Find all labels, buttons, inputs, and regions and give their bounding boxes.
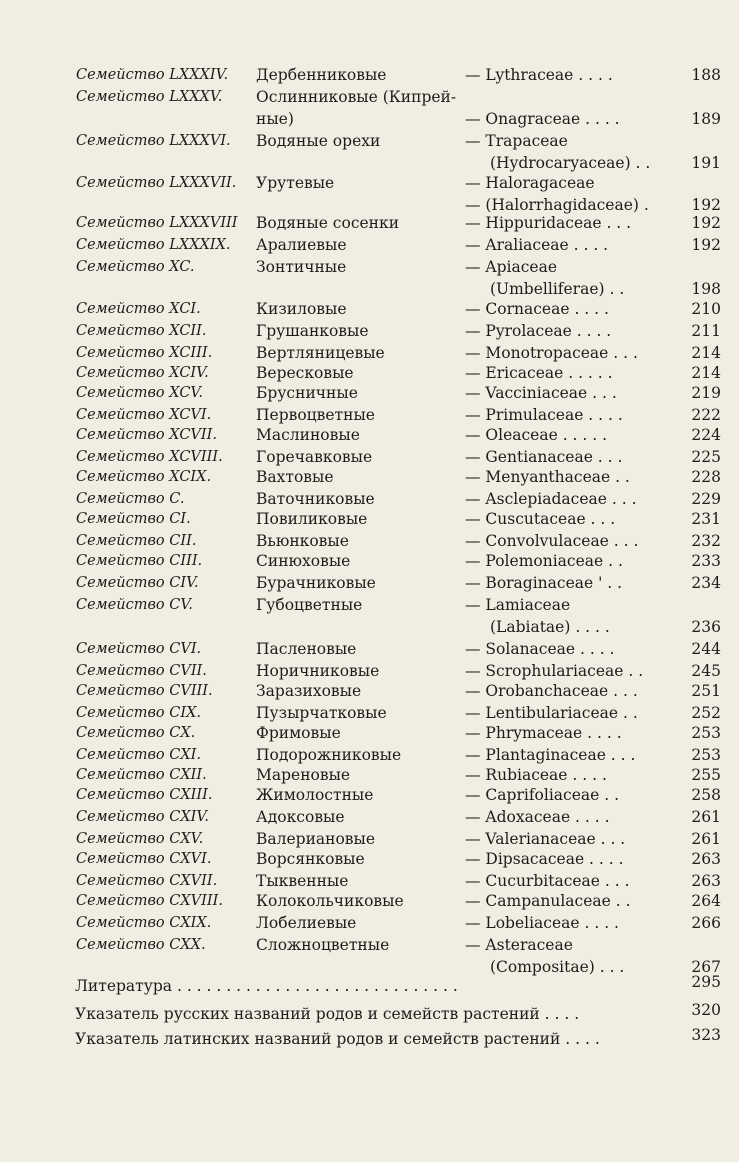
toc-entry — [0, 508, 739, 530]
toc-entry — [0, 912, 739, 934]
toc-section-title: Указатель латинских названий родов и семейств растений . . . . — [75, 1030, 600, 1048]
family-number: Семейство CIV. — [76, 575, 199, 591]
family-number: Семейство CII. — [76, 533, 197, 549]
page-number: 236 — [691, 618, 721, 636]
toc-entry — [0, 488, 739, 510]
family-latin-synonym: (Hydrocaryaceae) . . — [490, 154, 651, 172]
toc-entry — [0, 382, 739, 404]
family-number: Семейство CXIX. — [76, 915, 212, 931]
family-number: Семейство CXVIII. — [76, 893, 223, 909]
toc-entry — [0, 870, 739, 892]
family-latin-name: — Ericaceae . . . . . — [465, 364, 613, 382]
page-number: 224 — [691, 426, 721, 444]
toc-entry — [0, 828, 739, 850]
toc-index-entry — [0, 1003, 739, 1025]
family-russian-name: Грушанковые — [256, 322, 369, 340]
family-number: Семейство LXXXIV. — [76, 67, 229, 83]
family-number: Семейство CX. — [76, 725, 196, 741]
page-number: 198 — [691, 280, 721, 298]
family-latin-name: — Onagraceae . . . . — [465, 110, 620, 128]
family-number: Семейство CXVI. — [76, 851, 212, 867]
toc-entry-continuation — [0, 278, 739, 300]
family-russian-name: Водяные сосенки — [256, 214, 400, 232]
family-latin-name: — Phrymaceae . . . . — [465, 724, 622, 742]
family-russian-name: Вересковые — [256, 364, 354, 382]
toc-entry-continuation — [0, 616, 739, 638]
family-russian-name: Ваточниковые — [256, 490, 375, 508]
page-number: 320 — [691, 1001, 721, 1019]
family-russian-name: Дербенниковые — [256, 66, 387, 84]
toc-entry — [0, 342, 739, 364]
toc-entry — [0, 550, 739, 572]
family-russian-name: Колокольчиковые — [256, 892, 404, 910]
family-latin-name: — Asteraceae — [465, 936, 573, 954]
family-russian-name: Валериановые — [256, 830, 376, 848]
family-latin-synonym: — (Halorrhagidaceae) . — [465, 196, 649, 214]
page-number: 233 — [691, 552, 721, 570]
toc-entry-continuation — [0, 108, 739, 130]
page-number: 225 — [691, 448, 721, 466]
family-number: Семейство CXII. — [76, 767, 207, 783]
page-number: 245 — [691, 662, 721, 680]
family-latin-name: — Lentibulariaceae . . — [465, 704, 638, 722]
family-number: Семейство XCIII. — [76, 345, 213, 361]
page-number: 253 — [691, 746, 721, 764]
toc-entry — [0, 530, 739, 552]
page-number: 261 — [691, 808, 721, 826]
toc-entry — [0, 638, 739, 660]
family-russian-name: Фримовые — [256, 724, 341, 742]
page-number: 258 — [691, 786, 721, 804]
toc-entry — [0, 466, 739, 488]
family-number: Семейство XCIX. — [76, 469, 212, 485]
page-number: 189 — [691, 110, 721, 128]
family-number: Семейство C. — [76, 491, 185, 507]
family-latin-name: — Apiaceae — [465, 258, 558, 276]
page-number: 267 — [691, 958, 721, 976]
family-number: Семейство XCI. — [76, 301, 201, 317]
family-russian-name: Вахтовые — [256, 468, 334, 486]
family-number: Семейство CI. — [76, 511, 191, 527]
family-number: Семейство LXXXV. — [76, 89, 223, 105]
family-russian-name: Сложноцветные — [256, 936, 390, 954]
page-number: 295 — [691, 973, 721, 991]
family-latin-name: — Hippuridaceae . . . — [465, 214, 632, 232]
family-number: Семейство CVII. — [76, 663, 207, 679]
page-number: 244 — [691, 640, 721, 658]
page-number: 211 — [691, 322, 721, 340]
family-russian-name: Мареновые — [256, 766, 351, 784]
family-latin-name: — Rubiaceae . . . . — [465, 766, 607, 784]
family-latin-name: — Araliaceae . . . . — [465, 236, 609, 254]
page-number: 191 — [691, 154, 721, 172]
family-latin-name: — Cuscutaceae . . . — [465, 510, 616, 528]
toc-entry — [0, 362, 739, 384]
page-number: 222 — [691, 406, 721, 424]
family-number: Семейство CVIII. — [76, 683, 213, 699]
family-number: Семейство XCV. — [76, 385, 203, 401]
family-number: Семейство LXXXVI. — [76, 133, 231, 149]
toc-entry — [0, 848, 739, 870]
page-number: 261 — [691, 830, 721, 848]
page-number: 214 — [691, 344, 721, 362]
toc-entry — [0, 298, 739, 320]
family-number: Семейство CV. — [76, 597, 193, 613]
family-latin-name: — Polemoniaceae . . — [465, 552, 623, 570]
family-latin-name: — Convolvulaceae . . . — [465, 532, 639, 550]
toc-entry — [0, 744, 739, 766]
page-number: 229 — [691, 490, 721, 508]
family-latin-name: — Trapaceae — [465, 132, 568, 150]
toc-entry — [0, 212, 739, 234]
family-latin-name: — Adoxaceae . . . . — [465, 808, 610, 826]
toc-entry-continuation — [0, 152, 739, 174]
page-number: 188 — [691, 66, 721, 84]
toc-section-title: Литература . . . . . . . . . . . . . . . . . . . . . . . . . . . . . — [75, 977, 458, 995]
family-latin-name: — Boraginaceae ' . . — [465, 574, 623, 592]
family-number: Семейство CXIV. — [76, 809, 209, 825]
toc-entry — [0, 86, 739, 108]
toc-entry — [0, 722, 739, 744]
page-number: 192 — [691, 236, 721, 254]
page-number: 192 — [691, 196, 721, 214]
family-latin-name: — Primulaceae . . . . — [465, 406, 623, 424]
family-latin-name: — Plantaginaceae . . . — [465, 746, 636, 764]
family-number: Семейство CXV. — [76, 831, 204, 847]
page-number: 219 — [691, 384, 721, 402]
family-latin-synonym: (Compositae) . . . — [490, 958, 625, 976]
family-number: Семейство CXIII. — [76, 787, 213, 803]
family-number: Семейство CXX. — [76, 937, 206, 953]
family-russian-name: Аралиевые — [256, 236, 347, 254]
family-number: Семейство XCVI. — [76, 407, 212, 423]
family-latin-name: — Haloragaceae — [465, 174, 595, 192]
family-latin-name: — Dipsacaceae . . . . — [465, 850, 624, 868]
family-russian-name: Брусничные — [256, 384, 358, 402]
toc-entry — [0, 660, 739, 682]
toc-entry — [0, 234, 739, 256]
page-number: 253 — [691, 724, 721, 742]
toc-entry — [0, 64, 739, 86]
family-latin-synonym: (Umbelliferae) . . — [490, 280, 625, 298]
family-number: Семейство CIX. — [76, 705, 202, 721]
family-russian-name: Синюховые — [256, 552, 351, 570]
page-number: 323 — [691, 1026, 721, 1044]
family-latin-name: — Oleaceae . . . . . — [465, 426, 608, 444]
page-number: 255 — [691, 766, 721, 784]
page-number: 263 — [691, 850, 721, 868]
toc-entry — [0, 320, 739, 342]
family-number: Семейство CXVII. — [76, 873, 218, 889]
family-russian-name: Вертляницевые — [256, 344, 385, 362]
family-russian-name: Первоцветные — [256, 406, 375, 424]
family-russian-name-continuation: ные) — [256, 110, 294, 128]
toc-entry — [0, 594, 739, 616]
family-latin-name: — Monotropaceae . . . — [465, 344, 638, 362]
family-russian-name: Норичниковые — [256, 662, 380, 680]
toc-entry — [0, 446, 739, 468]
family-latin-name: — Vacciniaceae . . . — [465, 384, 617, 402]
family-russian-name: Ворсянковые — [256, 850, 365, 868]
family-russian-name: Жимолостные — [256, 786, 374, 804]
toc-entry — [0, 172, 739, 194]
toc-entry — [0, 130, 739, 152]
family-latin-name: — Scrophulariaceae . . — [465, 662, 644, 680]
family-latin-name: — Orobanchaceae . . . — [465, 682, 638, 700]
page-number: 231 — [691, 510, 721, 528]
family-russian-name: Урутевые — [256, 174, 335, 192]
toc-entry — [0, 702, 739, 724]
toc-entry — [0, 680, 739, 702]
toc-entry — [0, 890, 739, 912]
family-latin-name: — Campanulaceae . . — [465, 892, 631, 910]
family-latin-name: — Valerianaceae . . . — [465, 830, 626, 848]
page-number: 214 — [691, 364, 721, 382]
family-russian-name: Подорожниковые — [256, 746, 402, 764]
family-russian-name: Повиликовые — [256, 510, 368, 528]
toc-entry — [0, 424, 739, 446]
family-russian-name: Тыквенные — [256, 872, 349, 890]
family-russian-name: Зонтичные — [256, 258, 347, 276]
family-number: Семейство CIII. — [76, 553, 203, 569]
page-number: 251 — [691, 682, 721, 700]
family-russian-name: Пасленовые — [256, 640, 357, 658]
toc-entry — [0, 572, 739, 594]
family-latin-name: — Asclepiadaceae . . . — [465, 490, 637, 508]
family-number: Семейство XCVIII. — [76, 449, 223, 465]
family-latin-name: — Menyanthaceae . . — [465, 468, 630, 486]
page-number: 264 — [691, 892, 721, 910]
family-russian-name: Маслиновые — [256, 426, 360, 444]
family-russian-name: Губоцветные — [256, 596, 363, 614]
family-russian-name: Вьюнковые — [256, 532, 349, 550]
page-number: 232 — [691, 532, 721, 550]
toc-index-entry — [0, 1028, 739, 1050]
page-number: 192 — [691, 214, 721, 232]
family-russian-name: Заразиховые — [256, 682, 362, 700]
page-number: 228 — [691, 468, 721, 486]
toc-section-title: Указатель русских названий родов и семейств растений . . . . — [75, 1005, 580, 1023]
family-latin-name: — Pyrolaceae . . . . — [465, 322, 612, 340]
family-latin-name: — Gentianaceae . . . — [465, 448, 623, 466]
family-russian-name: Бурачниковые — [256, 574, 376, 592]
page-number: 234 — [691, 574, 721, 592]
family-number: Семейство XCVII. — [76, 427, 217, 443]
family-number: Семейство LXXXVII. — [76, 175, 237, 191]
page-number: 266 — [691, 914, 721, 932]
toc-literature — [0, 975, 739, 997]
family-russian-name: Кизиловые — [256, 300, 347, 318]
family-latin-name: — Cucurbitaceae . . . — [465, 872, 630, 890]
page-number: 252 — [691, 704, 721, 722]
family-russian-name: Адоксовые — [256, 808, 345, 826]
toc-entry — [0, 256, 739, 278]
family-russian-name: Лобелиевые — [256, 914, 357, 932]
toc-entry — [0, 806, 739, 828]
family-latin-name: — Solanaceae . . . . — [465, 640, 615, 658]
page-number: 263 — [691, 872, 721, 890]
family-latin-name: — Lythraceae . . . . — [465, 66, 613, 84]
family-number: Семейство XC. — [76, 259, 195, 275]
family-russian-name: Ослинниковые (Кипрей- — [256, 88, 457, 106]
family-number: Семейство LXXXVIII — [76, 215, 238, 231]
toc-entry — [0, 404, 739, 426]
family-number: Семейство XCII. — [76, 323, 207, 339]
toc-entry — [0, 784, 739, 806]
family-russian-name: Пузырчатковые — [256, 704, 387, 722]
family-number: Семейство XCIV. — [76, 365, 209, 381]
family-latin-synonym: (Labiatae) . . . . — [490, 618, 610, 636]
family-latin-name: — Lobeliaceae . . . . — [465, 914, 619, 932]
family-russian-name: Водяные орехи — [256, 132, 381, 150]
family-number: Семейство CVI. — [76, 641, 202, 657]
family-latin-name: — Lamiaceae — [465, 596, 571, 614]
family-latin-name: — Caprifoliaceae . . — [465, 786, 620, 804]
page-number: 210 — [691, 300, 721, 318]
family-latin-name: — Cornaceae . . . . — [465, 300, 609, 318]
family-number: Семейство LXXXIX. — [76, 237, 231, 253]
toc-entry — [0, 764, 739, 786]
family-number: Семейство CXI. — [76, 747, 202, 763]
family-russian-name: Горечавковые — [256, 448, 373, 466]
toc-entry — [0, 934, 739, 956]
